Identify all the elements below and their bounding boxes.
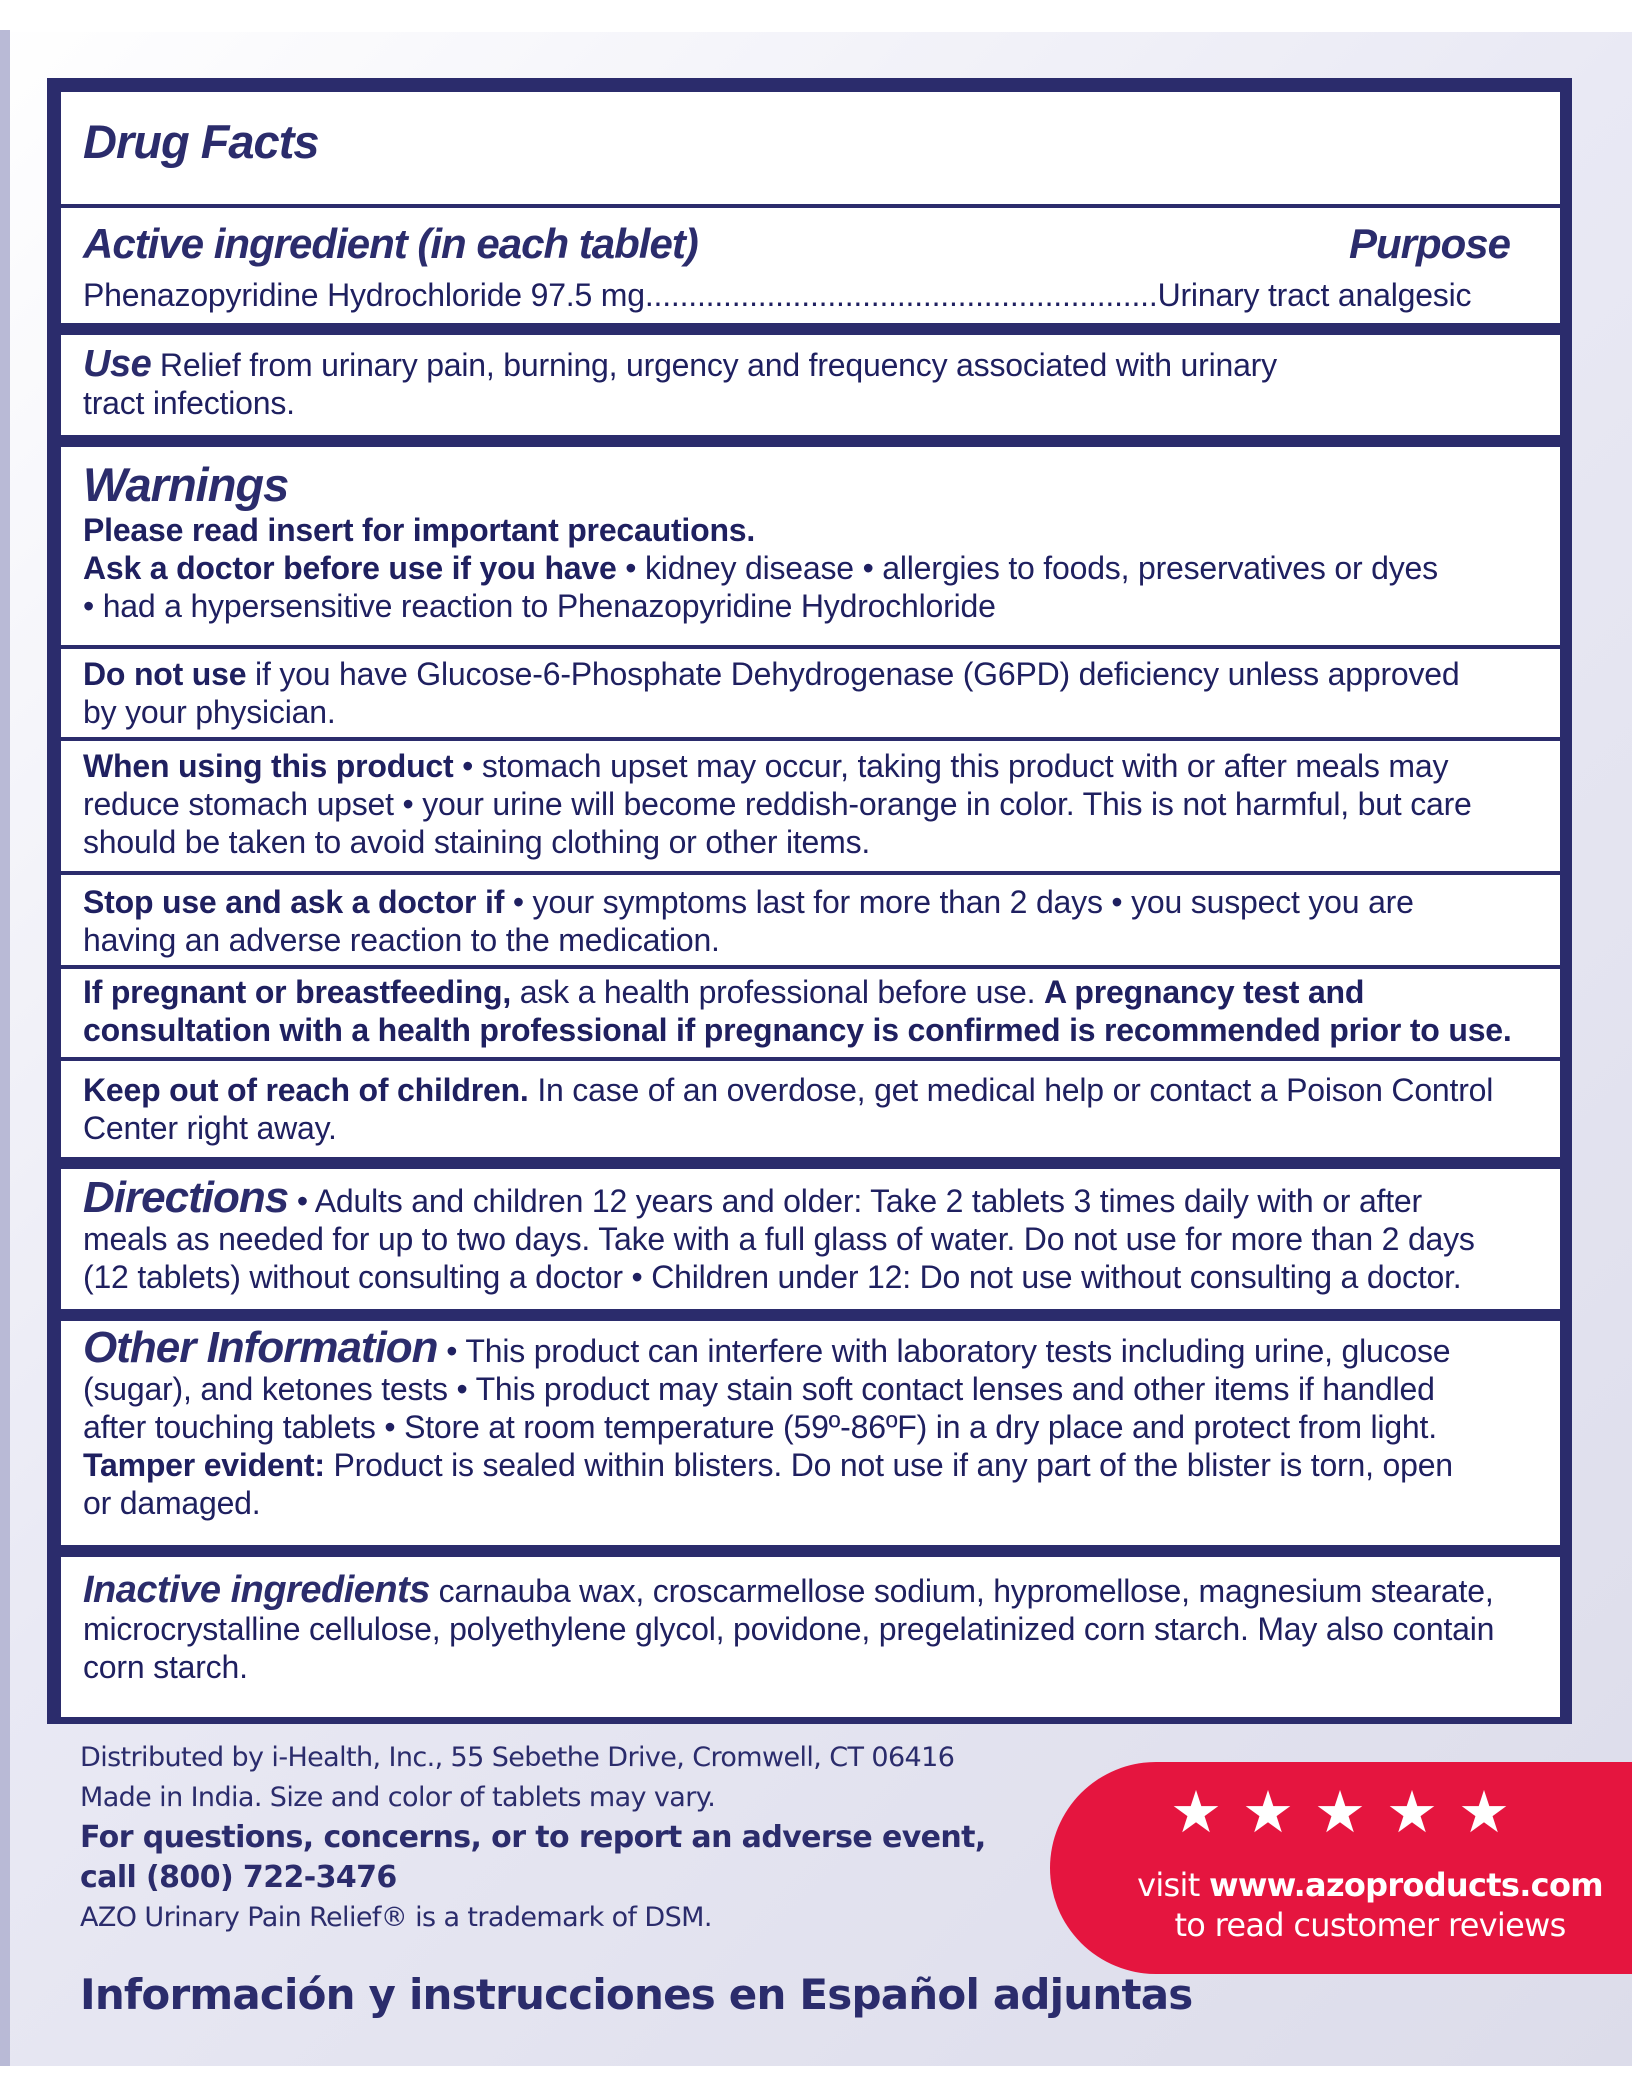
questions-text: For questions, concerns, or to report an adverse event, [80, 1820, 986, 1855]
made-in: Made in India. Size and color of tablets may vary. [80, 1782, 716, 1813]
reviews-promo-banner[interactable] [1050, 1762, 1632, 1974]
promo-visit-line [1110, 1866, 1630, 1904]
other-line1: • This product can interfere with laboratory tests including urine, glucose [437, 1333, 1451, 1369]
trademark-note: AZO Urinary Pain Relief® is a trademark of DSM. [80, 1902, 712, 1933]
spanish-notice: Información y instrucciones en Español adjuntas [80, 1970, 1193, 2019]
five-stars-icon: ★★★★★ [1170, 1778, 1530, 1846]
promo-url-link[interactable]: www.azoproducts.com [1209, 1866, 1603, 1904]
left-edge [0, 30, 10, 2070]
tamper-line1: Product is sealed within blisters. Do not use if any part of the blister is torn, open [324, 1447, 1453, 1483]
other-line2: (sugar), and ketones tests • This product may stain soft contact lenses and other items if handled [83, 1371, 1435, 1407]
use-heading: Use [83, 343, 152, 385]
directions-box [61, 1169, 1560, 1309]
pregnant-box [61, 969, 1560, 1057]
keep-out-line1: In case of an overdose, get medical help or contact a Poison Control [528, 1072, 1494, 1108]
use-box [61, 335, 1560, 435]
pregnant-lead: If pregnant or breastfeeding, [83, 974, 512, 1010]
stop-use-line1: • your symptoms last for more than 2 days • you suspect you are [504, 884, 1414, 920]
pregnant-bold2: consultation with a health professional if pregnancy is confirmed is recommended prior to use. [83, 1012, 1512, 1048]
warnings-insert: Please read insert for important precautions. [83, 512, 756, 548]
inactive-line1: carnauba wax, croscarmellose sodium, hypromellose, magnesium stearate, [429, 1573, 1494, 1609]
distributed-by: Distributed by i-Health, Inc., 55 Sebethe Drive, Cromwell, CT 06416 [80, 1742, 955, 1773]
active-ingredient-line: Phenazopyridine Hydrochloride 97.5 mg...........................................................Urinary tract analgesic [83, 277, 1472, 313]
stop-use-lead: Stop use and ask a doctor if [83, 884, 505, 920]
drug-facts-panel [47, 78, 1572, 1724]
drug-facts-title-box [61, 92, 1560, 204]
distributor-footer [80, 1738, 1060, 1938]
use-line2: tract infections. [83, 385, 295, 421]
when-using-line3: should be taken to avoid staining clothing or other items. [83, 824, 871, 860]
when-using-line1: • stomach upset may occur, taking this product with or after meals may [453, 748, 1449, 784]
promo-visit-prefix: visit [1137, 1866, 1210, 1904]
active-ingredient-heading: Active ingredient (in each tablet) [83, 220, 698, 267]
pregnant-bold1: A pregnancy test and [1044, 974, 1365, 1010]
tamper-line2: or damaged. [83, 1485, 261, 1521]
inactive-ingredients-box [61, 1557, 1560, 1717]
tamper-lead: Tamper evident: [83, 1447, 325, 1483]
stop-use-box [61, 875, 1560, 965]
directions-line2: meals as needed for up to two days. Take with a full glass of water. Do not use for more than 2 days [83, 1221, 1475, 1257]
inactive-line2: microcrystalline cellulose, polyethylene glycol, povidone, pregelatinized corn starch. May also contain [83, 1611, 1495, 1647]
purpose-heading: Purpose [1348, 220, 1510, 267]
keep-out-lead: Keep out of reach of children. [83, 1072, 529, 1108]
ask-doctor-line1: • kidney disease • allergies to foods, preservatives or dyes [616, 550, 1438, 586]
directions-line3: (12 tablets) without consulting a doctor • Children under 12: Do not use without consulting a doctor. [83, 1259, 1462, 1295]
when-using-box [61, 741, 1560, 871]
do-not-use-lead: Do not use [83, 656, 247, 692]
keep-out-line2: Center right away. [83, 1110, 337, 1146]
ask-doctor-line2: • had a hypersensitive reaction to Phenazopyridine Hydrochloride [83, 588, 996, 624]
when-using-lead: When using this product [83, 748, 454, 784]
phone-number[interactable]: call (800) 722-3476 [80, 1860, 397, 1895]
warnings-box [61, 447, 1560, 645]
when-using-line2: reduce stomach upset • your urine will become reddish-orange in color. This is not harmful, but care [83, 786, 1472, 822]
other-information-box [61, 1321, 1560, 1545]
other-information-heading: Other Information [83, 1323, 438, 1372]
drug-facts-title: Drug Facts [83, 115, 319, 168]
stop-use-line2: having an adverse reaction to the medication. [83, 922, 720, 958]
inactive-ingredients-heading: Inactive ingredients [83, 1569, 430, 1611]
keep-out-box [61, 1061, 1560, 1157]
directions-line1: • Adults and children 12 years and older: Take 2 tablets 3 times daily with or after [288, 1183, 1422, 1219]
bottom-border [0, 2066, 1632, 2100]
promo-reviews-line: to read customer reviews [1174, 1906, 1566, 1944]
other-line3: after touching tablets • Store at room temperature (59º-86ºF) in a dry place and protect from light. [83, 1409, 1437, 1445]
use-line1: Relief from urinary pain, burning, urgency and frequency associated with urinary [151, 347, 1277, 383]
inactive-line3: corn starch. [83, 1649, 248, 1685]
warnings-heading: Warnings [83, 458, 289, 511]
do-not-use-line2: by your physician. [83, 694, 336, 730]
pregnant-line1: ask a health professional before use. [511, 974, 1045, 1010]
do-not-use-box [61, 649, 1560, 737]
do-not-use-line1: if you have Glucose-6-Phosphate Dehydrogenase (G6PD) deficiency unless approved [246, 656, 1460, 692]
ask-doctor-lead: Ask a doctor before use if you have [83, 550, 617, 586]
directions-heading: Directions [83, 1173, 289, 1222]
top-border [0, 0, 1632, 32]
active-ingredient-box [61, 208, 1560, 323]
